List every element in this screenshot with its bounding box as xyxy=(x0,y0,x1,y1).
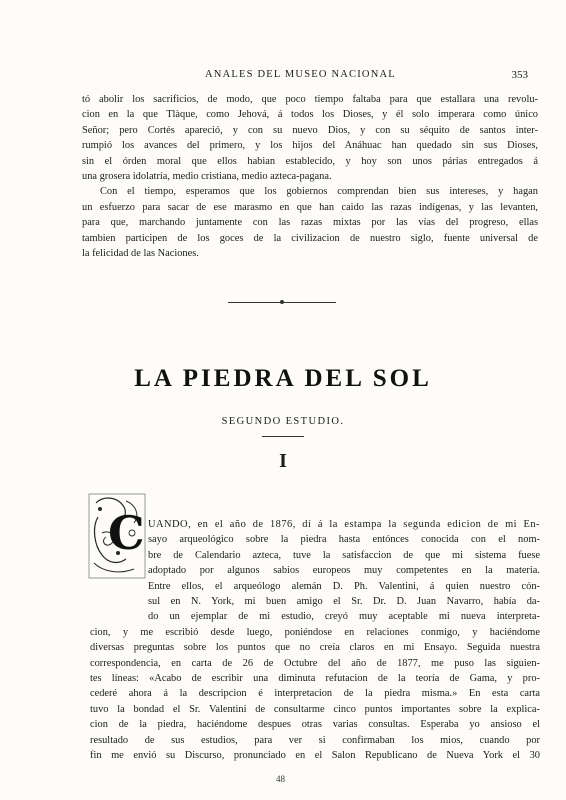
intro-paragraph-2 xyxy=(82,184,538,261)
text-line: bre de Calendario azteca, tuve la satisfaccion de que mi sistema fuese xyxy=(148,549,540,561)
text-line: tambien participen de los goces de la civilizacion de nuestro siglo, fuente universal de xyxy=(82,232,538,244)
svg-text:C: C xyxy=(108,506,145,560)
text-line: tuvo la bondad el Sr. Valentini de consultarme cinco puntos importantes sobre la explica- xyxy=(90,703,540,715)
text-line: tó abolir los sacrificios, de modo, que poco tiempo faltaba para que estallara una revolu- xyxy=(82,94,538,105)
signature-mark: 48 xyxy=(276,774,285,784)
intro-text xyxy=(82,92,538,261)
text-line: cion en la que Tlàque, como Jehová, á todos los Dioses, y él solo imperara como único xyxy=(82,109,538,121)
text-line: para que, marchando juntamente con las razas mixtas por las vías del progreso, ellas xyxy=(82,217,538,229)
text-line: cion, y me escribió desde luego, poniéndose en relaciones conmigo, y haciéndome xyxy=(90,626,540,638)
text-line: Con el tiempo, esperamos que los gobiernos comprendan bien sus intereses, y hagan xyxy=(100,186,538,198)
text-line: tes líneas: «Acabo de escribir una diminuta refutacion de la teoría de Gama, y pro- xyxy=(90,673,540,685)
text-line: diversas preguntas sobre los puntos que no creía claros en mi Ensayo. Seguida nuestra xyxy=(90,642,540,654)
page-header xyxy=(205,69,528,83)
text-line: un esfuerzo para sacar de ese marasmo en que han caido las razas indígenas, y las levanten, xyxy=(82,201,538,213)
text-line: Señor; pero Cortés apareció, y con su nuevo Dios, y con su séquito de santos inter- xyxy=(82,124,538,136)
subtitle-rule xyxy=(262,436,304,437)
text-line: la felicidad de las Naciones. xyxy=(82,248,199,260)
text-line: rumpió los avances del primero, y los hijos del Anáhuac han quedado sin sus Dioses, xyxy=(82,140,538,152)
section-number: I xyxy=(279,450,287,472)
text-line: sul en N. York, mi buen amigo el Sr. Dr. D. Juan Navarro, había da- xyxy=(148,596,540,608)
text-line: resultado de sus estudios, para ver si confirmaban los mios, cuando por xyxy=(90,734,540,746)
article-body xyxy=(90,517,540,764)
text-line: una grosera idolatría, medio cristiana, medio azteca-pagana. xyxy=(82,171,332,183)
article-subtitle: SEGUNDO ESTUDIO. xyxy=(221,416,345,427)
page-number: 353 xyxy=(511,69,528,81)
text-line: adoptado por algunos sabios europeos muy competentes en la materia. xyxy=(148,565,540,577)
text-line: Entre ellos, el arqueólogo alemán D. Ph. Valentini, á quien nuestro cón- xyxy=(148,580,540,592)
text-line: sin el órden moral que ellos habian establecido, y hoy son unos párias entregados á xyxy=(82,155,538,167)
text-line: sayo arqueológico sobre la piedra hasta entónces conocida con el nom- xyxy=(148,534,540,546)
text-line: fin me envió su Discurso, pronunciado en el Salon Republicano de Nueva York el 30 xyxy=(90,750,540,762)
text-line: correspondencia, en carta de 26 de Octubre del año de 1877, me puso las siguien- xyxy=(90,657,540,669)
text-line: do un ejemplar de mi estudio, creyó muy aceptable mi nueva interpreta- xyxy=(148,611,540,623)
text-line: UANDO, en el año de 1876, dí á la estampa la segunda edicion de mi En- xyxy=(148,519,540,530)
separator-ornament xyxy=(280,300,284,304)
intro-paragraph-1 xyxy=(82,92,538,184)
article-title: LA PIEDRA DEL SOL xyxy=(134,365,432,392)
text-line: cion de la piedra, haciéndome despues otras varias consultas. Esperaba yo ansioso el xyxy=(90,719,540,731)
text-line: cederé ahora á la descripcion é interpretacion de la piedra misma.» En esta carta xyxy=(90,688,540,700)
running-title: ANALES DEL MUSEO NACIONAL xyxy=(205,69,396,80)
